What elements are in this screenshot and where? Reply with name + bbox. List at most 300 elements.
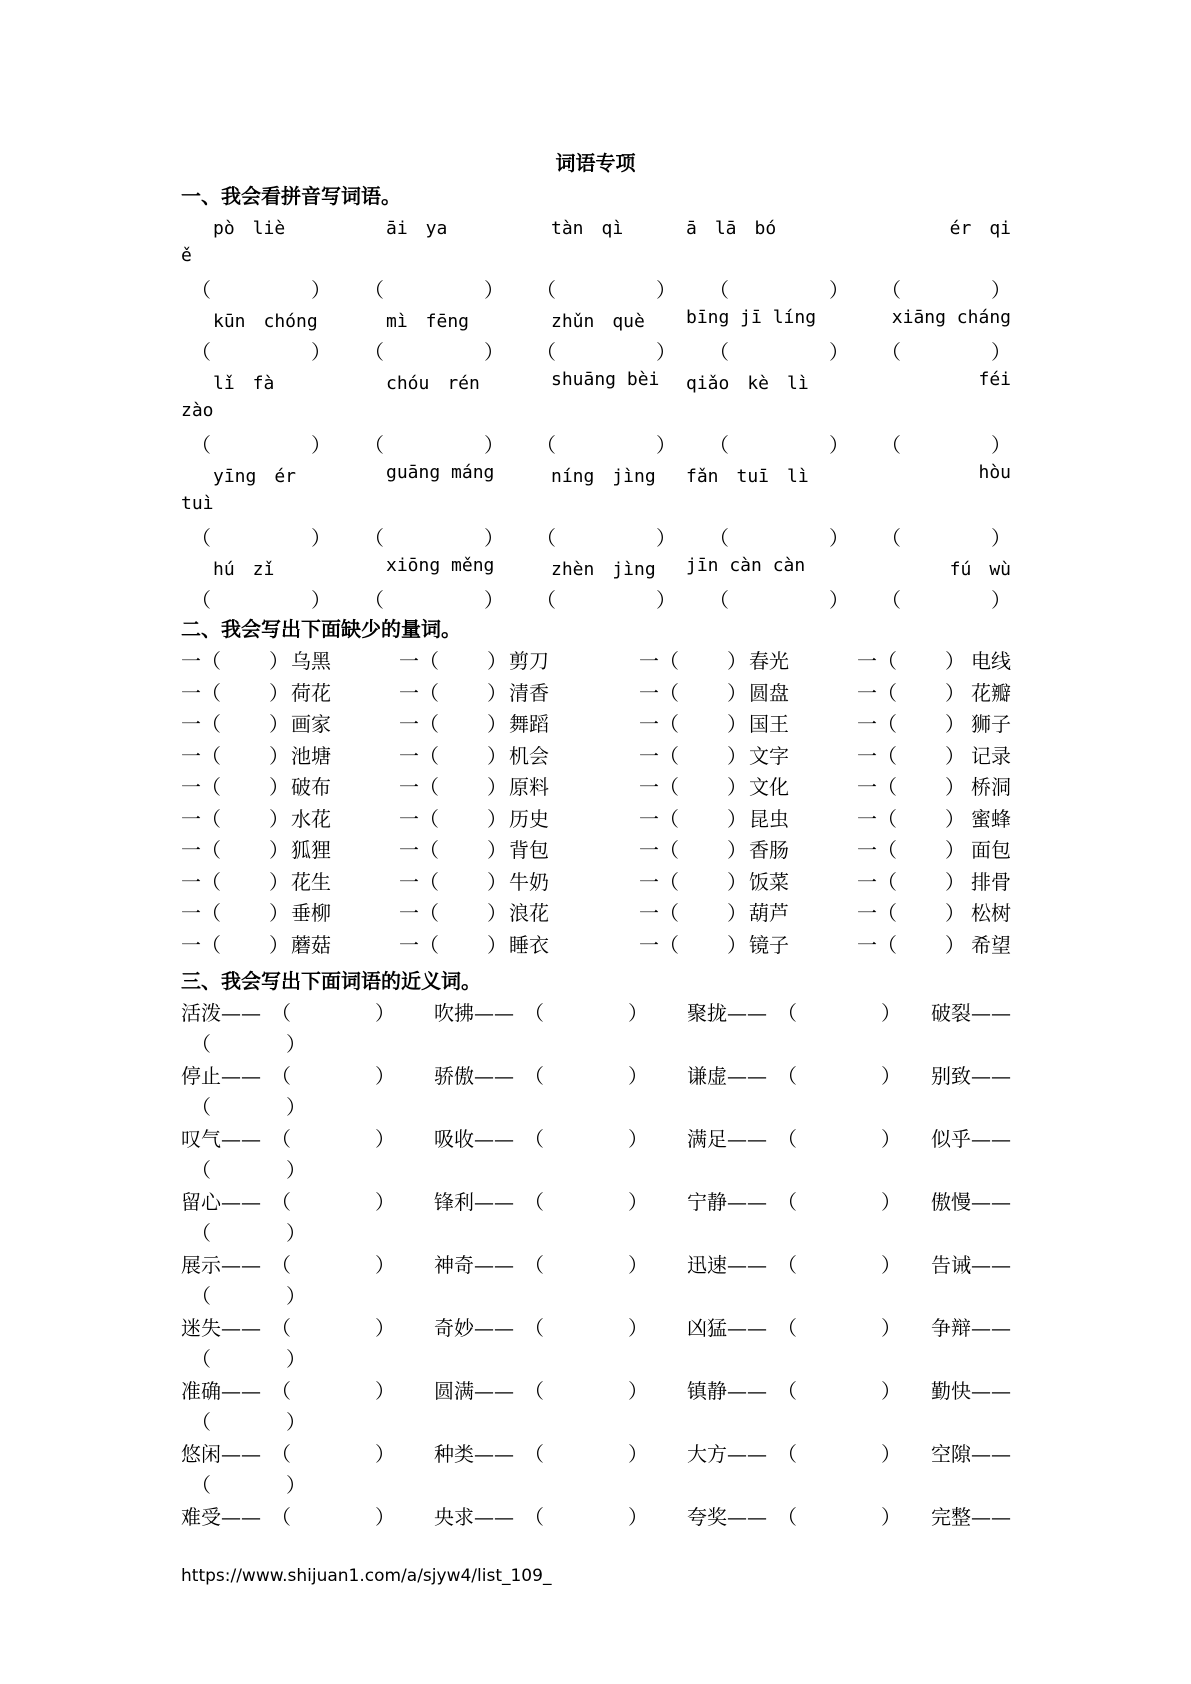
measure-blank[interactable]: 一（ bbox=[857, 775, 897, 799]
synonym-close: ） bbox=[286, 1032, 306, 1056]
answer-blank[interactable]: （ bbox=[536, 526, 556, 550]
synonym-close: ） bbox=[628, 1001, 648, 1025]
measure-word: 蜜蜂 bbox=[971, 806, 1011, 831]
answer-blank-row bbox=[181, 429, 1011, 457]
synonym-close: ） bbox=[881, 1316, 901, 1340]
measure-blank[interactable]: 一（ bbox=[857, 806, 897, 831]
measure-close: ） bbox=[269, 680, 289, 705]
measure-blank[interactable]: 一（ bbox=[639, 838, 679, 862]
measure-close: ） bbox=[945, 806, 965, 831]
measure-word: 葫芦 bbox=[749, 901, 789, 925]
measure-blank[interactable]: 一（ bbox=[181, 869, 221, 894]
answer-blank[interactable]: （ bbox=[881, 340, 901, 364]
synonym-word: 神奇—— bbox=[434, 1253, 514, 1277]
synonym-blank[interactable]: （ bbox=[191, 1473, 211, 1497]
measure-word-row bbox=[181, 740, 1011, 768]
measure-close: ） bbox=[945, 838, 965, 862]
synonym-word: 傲慢—— bbox=[931, 1190, 1011, 1214]
measure-close: ） bbox=[487, 932, 507, 957]
measure-word: 文化 bbox=[749, 775, 789, 799]
measure-word: 花生 bbox=[291, 869, 331, 894]
measure-blank[interactable]: 一（ bbox=[639, 869, 679, 894]
measure-blank[interactable]: 一（ bbox=[181, 775, 221, 799]
answer-blank-close: ） bbox=[829, 340, 849, 364]
measure-close: ） bbox=[269, 775, 289, 799]
measure-word-row bbox=[181, 866, 1011, 894]
synonym-row bbox=[181, 1249, 1011, 1277]
measure-blank[interactable]: 一（ bbox=[181, 680, 221, 705]
measure-close: ） bbox=[487, 806, 507, 831]
measure-close: ） bbox=[945, 869, 965, 894]
pinyin-item: mì fēng bbox=[386, 311, 470, 332]
measure-blank[interactable]: 一（ bbox=[639, 712, 679, 736]
synonym-blank[interactable]: （ bbox=[524, 1064, 544, 1088]
answer-blank-close: ） bbox=[656, 433, 676, 457]
answer-blank-close: ） bbox=[484, 526, 504, 550]
synonym-word: 谦虚—— bbox=[687, 1064, 767, 1088]
pinyin-item: fú wù bbox=[949, 559, 1011, 580]
answer-blank[interactable]: （ bbox=[536, 588, 556, 612]
synonym-close: ） bbox=[628, 1190, 648, 1214]
pinyin-row bbox=[181, 307, 1011, 335]
measure-word: 桥洞 bbox=[971, 775, 1011, 799]
pinyin-item: níng jìng bbox=[551, 466, 656, 487]
answer-blank[interactable]: （ bbox=[709, 433, 729, 457]
answer-blank-close: ） bbox=[656, 588, 676, 612]
synonym-close: ） bbox=[375, 1253, 395, 1277]
measure-blank[interactable]: 一（ bbox=[181, 743, 221, 768]
synonym-blank[interactable]: （ bbox=[271, 1442, 291, 1466]
answer-blank[interactable]: （ bbox=[881, 526, 901, 550]
synonym-word: 难受—— bbox=[181, 1505, 261, 1529]
measure-blank[interactable]: 一（ bbox=[399, 838, 439, 862]
synonym-row bbox=[181, 1312, 1011, 1340]
synonym-blank[interactable]: （ bbox=[777, 1253, 797, 1277]
synonym-close: ） bbox=[286, 1221, 306, 1245]
measure-blank[interactable]: 一（ bbox=[181, 901, 221, 925]
synonym-blank[interactable]: （ bbox=[191, 1158, 211, 1182]
synonym-word: 勤快—— bbox=[931, 1379, 1011, 1403]
answer-blank[interactable]: （ bbox=[709, 588, 729, 612]
pinyin-item: qiǎo kè lì bbox=[686, 373, 809, 394]
synonym-row bbox=[181, 997, 1011, 1025]
measure-word: 镜子 bbox=[749, 932, 789, 957]
measure-blank[interactable]: 一（ bbox=[857, 869, 897, 894]
measure-close: ） bbox=[269, 649, 289, 673]
synonym-close: ） bbox=[375, 1316, 395, 1340]
measure-close: ） bbox=[727, 680, 747, 705]
synonym-blank[interactable]: （ bbox=[524, 1001, 544, 1025]
synonym-blank[interactable]: （ bbox=[524, 1505, 544, 1529]
measure-close: ） bbox=[487, 838, 507, 862]
measure-blank[interactable]: 一（ bbox=[181, 649, 221, 673]
synonym-word: 空隙—— bbox=[931, 1442, 1011, 1466]
answer-blank[interactable]: （ bbox=[536, 433, 556, 457]
synonym-word: 展示—— bbox=[181, 1253, 261, 1277]
synonym-close: ） bbox=[628, 1064, 648, 1088]
synonym-close: ） bbox=[286, 1410, 306, 1434]
measure-close: ） bbox=[269, 743, 289, 768]
measure-blank[interactable]: 一（ bbox=[639, 932, 679, 957]
pinyin-item: hòu bbox=[978, 462, 1011, 483]
measure-word: 蘑菇 bbox=[291, 932, 331, 957]
measure-word: 国王 bbox=[749, 712, 789, 736]
measure-word: 昆虫 bbox=[749, 806, 789, 831]
synonym-blank[interactable]: （ bbox=[191, 1221, 211, 1245]
measure-blank[interactable]: 一（ bbox=[639, 743, 679, 768]
synonym-word: 争辩—— bbox=[931, 1316, 1011, 1340]
measure-blank[interactable]: 一（ bbox=[399, 743, 439, 768]
measure-word-row bbox=[181, 708, 1011, 736]
answer-blank-close: ） bbox=[311, 433, 331, 457]
answer-blank-close: ） bbox=[656, 278, 676, 302]
measure-blank[interactable]: 一（ bbox=[857, 901, 897, 925]
answer-blank[interactable]: （ bbox=[881, 588, 901, 612]
synonym-blank[interactable]: （ bbox=[271, 1001, 291, 1025]
synonym-wrap-row bbox=[181, 1028, 1011, 1056]
synonym-word: 圆满—— bbox=[434, 1379, 514, 1403]
measure-blank[interactable]: 一（ bbox=[181, 838, 221, 862]
measure-blank[interactable]: 一（ bbox=[639, 806, 679, 831]
measure-close: ） bbox=[727, 932, 747, 957]
measure-blank[interactable]: 一（ bbox=[639, 649, 679, 673]
synonym-close: ） bbox=[286, 1158, 306, 1182]
measure-close: ） bbox=[487, 775, 507, 799]
synonym-blank[interactable]: （ bbox=[191, 1410, 211, 1434]
measure-blank[interactable]: 一（ bbox=[639, 775, 679, 799]
synonym-word: 镇静—— bbox=[687, 1379, 767, 1403]
measure-word: 希望 bbox=[971, 932, 1011, 957]
synonym-blank[interactable]: （ bbox=[777, 1316, 797, 1340]
answer-blank-close: ） bbox=[484, 278, 504, 302]
synonym-blank[interactable]: （ bbox=[271, 1316, 291, 1340]
measure-word: 饭菜 bbox=[749, 869, 789, 894]
synonym-wrap-row bbox=[181, 1280, 1011, 1308]
synonym-wrap-row bbox=[181, 1091, 1011, 1119]
synonym-row bbox=[181, 1060, 1011, 1088]
synonym-word: 聚拢—— bbox=[687, 1001, 767, 1025]
measure-word: 舞蹈 bbox=[509, 712, 549, 736]
synonym-word: 满足—— bbox=[687, 1127, 767, 1151]
measure-word: 面包 bbox=[971, 838, 1011, 862]
synonym-close: ） bbox=[881, 1001, 901, 1025]
answer-blank-close: ） bbox=[991, 278, 1011, 302]
measure-close: ） bbox=[269, 932, 289, 957]
synonym-close: ） bbox=[881, 1190, 901, 1214]
answer-blank-row bbox=[181, 336, 1011, 364]
synonym-blank[interactable]: （ bbox=[777, 1190, 797, 1214]
pinyin-row bbox=[181, 214, 1011, 242]
synonym-close: ） bbox=[881, 1379, 901, 1403]
synonym-blank[interactable]: （ bbox=[524, 1190, 544, 1214]
measure-word: 乌黑 bbox=[291, 649, 331, 673]
pinyin-item: fǎn tuī lì bbox=[686, 466, 809, 487]
synonym-word: 破裂—— bbox=[931, 1001, 1011, 1025]
measure-close: ） bbox=[727, 775, 747, 799]
answer-blank-row bbox=[181, 274, 1011, 302]
measure-close: ） bbox=[945, 680, 965, 705]
synonym-blank[interactable]: （ bbox=[524, 1127, 544, 1151]
measure-word-row bbox=[181, 929, 1011, 957]
measure-word: 牛奶 bbox=[509, 869, 549, 894]
measure-close: ） bbox=[727, 838, 747, 862]
pinyin-item: chóu rén bbox=[386, 373, 480, 394]
synonym-close: ） bbox=[628, 1127, 648, 1151]
synonym-word: 吹拂—— bbox=[434, 1001, 514, 1025]
synonym-blank[interactable]: （ bbox=[271, 1253, 291, 1277]
measure-blank[interactable]: 一（ bbox=[399, 901, 439, 925]
answer-blank-close: ） bbox=[991, 433, 1011, 457]
answer-blank[interactable]: （ bbox=[709, 278, 729, 302]
answer-blank-close: ） bbox=[484, 588, 504, 612]
measure-word-row bbox=[181, 834, 1011, 862]
measure-close: ） bbox=[945, 712, 965, 736]
measure-close: ） bbox=[945, 932, 965, 957]
synonym-blank[interactable]: （ bbox=[777, 1064, 797, 1088]
answer-blank[interactable]: （ bbox=[364, 526, 384, 550]
measure-close: ） bbox=[487, 743, 507, 768]
measure-word: 浪花 bbox=[509, 901, 549, 925]
pinyin-item: āi ya bbox=[386, 218, 448, 239]
answer-blank[interactable]: （ bbox=[709, 526, 729, 550]
synonym-word: 大方—— bbox=[687, 1442, 767, 1466]
section-1-heading: 一、我会看拼音写词语。 bbox=[181, 184, 401, 208]
synonym-close: ） bbox=[628, 1505, 648, 1529]
pinyin-item: bīng jī líng bbox=[686, 307, 817, 328]
measure-word: 剪刀 bbox=[509, 649, 549, 673]
synonym-close: ） bbox=[881, 1442, 901, 1466]
measure-close: ） bbox=[269, 901, 289, 925]
synonym-blank[interactable]: （ bbox=[271, 1379, 291, 1403]
measure-word: 花瓣 bbox=[971, 680, 1011, 705]
pinyin-item: xiōng měng bbox=[386, 555, 495, 576]
synonym-wrap-row bbox=[181, 1406, 1011, 1434]
synonym-wrap-row bbox=[181, 1154, 1011, 1182]
synonym-word: 凶猛—— bbox=[687, 1316, 767, 1340]
pinyin-item: hú zǐ bbox=[213, 559, 275, 580]
synonym-close: ） bbox=[628, 1316, 648, 1340]
answer-blank-close: ） bbox=[829, 526, 849, 550]
measure-blank[interactable]: 一（ bbox=[857, 680, 897, 705]
synonym-word: 夸奖—— bbox=[687, 1505, 767, 1529]
answer-blank[interactable]: （ bbox=[364, 588, 384, 612]
synonym-close: ） bbox=[375, 1001, 395, 1025]
synonym-close: ） bbox=[628, 1253, 648, 1277]
synonym-close: ） bbox=[628, 1379, 648, 1403]
measure-close: ） bbox=[487, 901, 507, 925]
synonym-row bbox=[181, 1186, 1011, 1214]
synonym-close: ） bbox=[375, 1379, 395, 1403]
synonym-blank[interactable]: （ bbox=[271, 1505, 291, 1529]
measure-blank[interactable]: 一（ bbox=[181, 712, 221, 736]
answer-blank[interactable]: （ bbox=[191, 340, 211, 364]
measure-blank[interactable]: 一（ bbox=[181, 806, 221, 831]
answer-blank-close: ） bbox=[311, 340, 331, 364]
measure-close: ） bbox=[487, 649, 507, 673]
synonym-blank[interactable]: （ bbox=[777, 1127, 797, 1151]
answer-blank[interactable]: （ bbox=[364, 433, 384, 457]
measure-word: 破布 bbox=[291, 775, 331, 799]
measure-word: 画家 bbox=[291, 712, 331, 736]
synonym-close: ） bbox=[881, 1064, 901, 1088]
synonym-blank[interactable]: （ bbox=[191, 1284, 211, 1308]
synonym-blank[interactable]: （ bbox=[271, 1127, 291, 1151]
answer-blank-close: ） bbox=[656, 526, 676, 550]
measure-close: ） bbox=[269, 838, 289, 862]
synonym-blank[interactable]: （ bbox=[524, 1253, 544, 1277]
measure-blank[interactable]: 一（ bbox=[399, 680, 439, 705]
measure-blank[interactable]: 一（ bbox=[639, 901, 679, 925]
section-2-heading: 二、我会写出下面缺少的量词。 bbox=[181, 617, 461, 641]
measure-close: ） bbox=[269, 869, 289, 894]
synonym-blank[interactable]: （ bbox=[777, 1001, 797, 1025]
measure-blank[interactable]: 一（ bbox=[399, 869, 439, 894]
measure-blank[interactable]: 一（ bbox=[857, 743, 897, 768]
pinyin-row bbox=[181, 369, 1011, 397]
synonym-word: 吸收—— bbox=[434, 1127, 514, 1151]
synonym-word: 锋利—— bbox=[434, 1190, 514, 1214]
synonym-close: ） bbox=[375, 1442, 395, 1466]
measure-close: ） bbox=[487, 680, 507, 705]
measure-blank[interactable]: 一（ bbox=[857, 712, 897, 736]
pinyin-overflow: ě bbox=[181, 245, 192, 266]
answer-blank[interactable]: （ bbox=[191, 588, 211, 612]
synonym-blank[interactable]: （ bbox=[777, 1379, 797, 1403]
measure-close: ） bbox=[487, 869, 507, 894]
answer-blank-row bbox=[181, 584, 1011, 612]
pinyin-item: yīng ér bbox=[213, 466, 297, 487]
measure-close: ） bbox=[727, 743, 747, 768]
answer-blank[interactable]: （ bbox=[191, 526, 211, 550]
measure-word: 圆盘 bbox=[749, 680, 789, 705]
measure-close: ） bbox=[269, 806, 289, 831]
synonym-word: 迅速—— bbox=[687, 1253, 767, 1277]
synonym-wrap-row bbox=[181, 1217, 1011, 1245]
answer-blank[interactable]: （ bbox=[881, 433, 901, 457]
measure-close: ） bbox=[727, 712, 747, 736]
synonym-close: ） bbox=[375, 1127, 395, 1151]
synonym-blank[interactable]: （ bbox=[191, 1032, 211, 1056]
synonym-blank[interactable]: （ bbox=[524, 1316, 544, 1340]
synonym-close: ） bbox=[375, 1064, 395, 1088]
synonym-blank[interactable]: （ bbox=[191, 1095, 211, 1119]
answer-blank-close: ） bbox=[829, 278, 849, 302]
measure-word: 香肠 bbox=[749, 838, 789, 862]
synonym-word: 央求—— bbox=[434, 1505, 514, 1529]
answer-blank[interactable]: （ bbox=[364, 340, 384, 364]
answer-blank-row bbox=[181, 522, 1011, 550]
synonym-word: 留心—— bbox=[181, 1190, 261, 1214]
synonym-blank[interactable]: （ bbox=[524, 1442, 544, 1466]
measure-close: ） bbox=[727, 901, 747, 925]
measure-blank[interactable]: 一（ bbox=[399, 712, 439, 736]
measure-close: ） bbox=[945, 901, 965, 925]
pinyin-item: guāng máng bbox=[386, 462, 495, 483]
pinyin-item: zhǔn què bbox=[551, 311, 645, 332]
measure-blank[interactable]: 一（ bbox=[639, 680, 679, 705]
synonym-close: ） bbox=[628, 1442, 648, 1466]
measure-blank[interactable]: 一（ bbox=[181, 932, 221, 957]
synonym-blank[interactable]: （ bbox=[777, 1505, 797, 1529]
synonym-word: 奇妙—— bbox=[434, 1316, 514, 1340]
pinyin-item: lǐ fà bbox=[213, 373, 275, 394]
answer-blank-close: ） bbox=[829, 588, 849, 612]
answer-blank[interactable]: （ bbox=[536, 340, 556, 364]
synonym-blank[interactable]: （ bbox=[524, 1379, 544, 1403]
synonym-blank[interactable]: （ bbox=[271, 1064, 291, 1088]
pinyin-item: pò liè bbox=[213, 218, 286, 239]
measure-word: 池塘 bbox=[291, 743, 331, 768]
answer-blank[interactable]: （ bbox=[191, 278, 211, 302]
measure-word: 历史 bbox=[509, 806, 549, 831]
synonym-word: 完整—— bbox=[931, 1505, 1011, 1529]
measure-blank[interactable]: 一（ bbox=[399, 932, 439, 957]
answer-blank[interactable]: （ bbox=[191, 433, 211, 457]
measure-blank[interactable]: 一（ bbox=[399, 775, 439, 799]
answer-blank[interactable]: （ bbox=[364, 278, 384, 302]
synonym-row bbox=[181, 1438, 1011, 1466]
measure-blank[interactable]: 一（ bbox=[399, 806, 439, 831]
synonym-row bbox=[181, 1501, 1011, 1529]
pinyin-item: ér qi bbox=[949, 218, 1011, 239]
measure-word-row bbox=[181, 803, 1011, 831]
measure-word-row bbox=[181, 645, 1011, 673]
measure-close: ） bbox=[727, 806, 747, 831]
measure-blank[interactable]: 一（ bbox=[399, 649, 439, 673]
synonym-word: 种类—— bbox=[434, 1442, 514, 1466]
synonym-word: 告诫—— bbox=[931, 1253, 1011, 1277]
synonym-close: ） bbox=[881, 1505, 901, 1529]
measure-word: 清香 bbox=[509, 680, 549, 705]
answer-blank[interactable]: （ bbox=[881, 278, 901, 302]
synonym-wrap-row bbox=[181, 1343, 1011, 1371]
measure-word-row bbox=[181, 897, 1011, 925]
synonym-blank[interactable]: （ bbox=[271, 1190, 291, 1214]
pinyin-row bbox=[181, 462, 1011, 490]
measure-word: 背包 bbox=[509, 838, 549, 862]
synonym-word: 悠闲—— bbox=[181, 1442, 261, 1466]
section-3-heading: 三、我会写出下面词语的近义词。 bbox=[181, 969, 481, 993]
measure-word: 电线 bbox=[971, 649, 1011, 673]
pinyin-item: shuāng bèi bbox=[551, 369, 660, 390]
measure-blank[interactable]: 一（ bbox=[857, 932, 897, 957]
synonym-word: 别致—— bbox=[931, 1064, 1011, 1088]
synonym-row bbox=[181, 1123, 1011, 1151]
synonym-word: 似乎—— bbox=[931, 1127, 1011, 1151]
answer-blank[interactable]: （ bbox=[536, 278, 556, 302]
footer-url: https://www.shijuan1.com/a/sjyw4/list_109_ bbox=[181, 1566, 552, 1586]
synonym-close: ） bbox=[286, 1473, 306, 1497]
pinyin-item: féi bbox=[978, 369, 1011, 390]
measure-blank[interactable]: 一（ bbox=[857, 649, 897, 673]
pinyin-item: xiāng cháng bbox=[891, 307, 1011, 328]
measure-close: ） bbox=[727, 869, 747, 894]
measure-word: 排骨 bbox=[971, 869, 1011, 894]
pinyin-item: ā lā bó bbox=[686, 218, 777, 239]
answer-blank-close: ） bbox=[829, 433, 849, 457]
synonym-word: 活泼—— bbox=[181, 1001, 261, 1025]
measure-word: 狐狸 bbox=[291, 838, 331, 862]
synonym-row bbox=[181, 1375, 1011, 1403]
measure-blank[interactable]: 一（ bbox=[857, 838, 897, 862]
answer-blank[interactable]: （ bbox=[709, 340, 729, 364]
synonym-word: 停止—— bbox=[181, 1064, 261, 1088]
synonym-blank[interactable]: （ bbox=[777, 1442, 797, 1466]
measure-word: 垂柳 bbox=[291, 901, 331, 925]
answer-blank-close: ） bbox=[656, 340, 676, 364]
measure-word: 水花 bbox=[291, 806, 331, 831]
synonym-blank[interactable]: （ bbox=[191, 1347, 211, 1371]
